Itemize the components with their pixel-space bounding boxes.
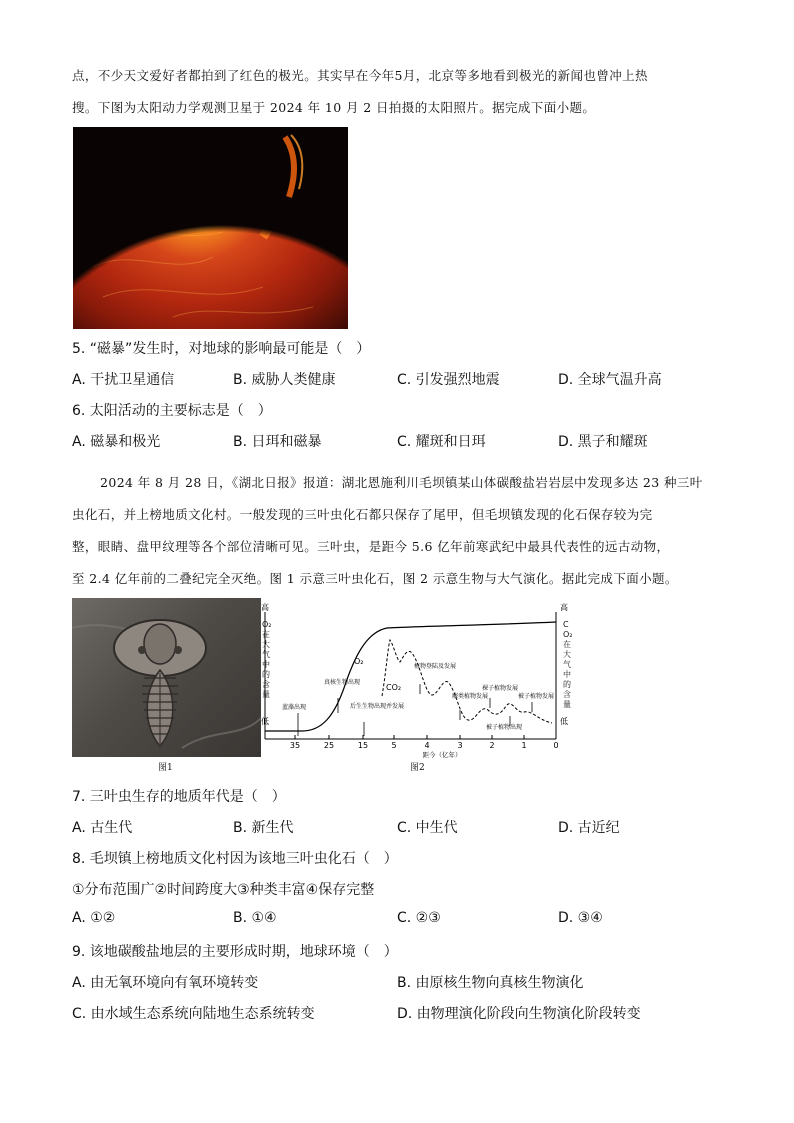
question-8-stem: 8. 毛坝镇上榜地质文化村因为该地三叶虫化石（ ） [72, 851, 398, 867]
question-5-stem: 5. “磁暴”发生时，对地球的影响最可能是（ ） [72, 341, 371, 357]
event-gymnosperms: 裸子植物发展 [482, 685, 519, 692]
question-7-stem: 7. 三叶虫生存的地质年代是（ ） [72, 789, 286, 805]
o2-curve-label: O₂ [354, 657, 364, 666]
q7-option-c[interactable]: C. 中生代 [397, 820, 458, 836]
trilobite-fossil-photo [72, 598, 261, 757]
left-axis-label: O₂在大气中的含量 [262, 620, 272, 699]
q6-option-b[interactable]: B. 日珥和磁暴 [233, 434, 322, 450]
q8-option-d[interactable]: D. ③④ [558, 910, 603, 926]
x-tick-1: 1 [521, 741, 527, 750]
event-metazoa: 后生生物出现并发展 [350, 703, 405, 710]
x-tick-25: 25 [323, 741, 335, 750]
event-land-plants: 植物登陆及发展 [414, 663, 457, 670]
sun-photo [73, 127, 348, 329]
q5-option-c[interactable]: C. 引发强烈地震 [397, 372, 500, 388]
event-cyanobacteria: 蓝藻出现 [282, 704, 307, 711]
intro-line-2: 搜。下图为太阳动力学观测卫星于 2024 年 10 月 2 日拍摄的太阳照片。据完成下面小题。 [72, 100, 596, 115]
q5-option-d[interactable]: D. 全球气温升高 [558, 372, 662, 388]
right-axis-high: 高 [560, 603, 568, 612]
right-axis-label: CO₂在大气中的含量 [563, 620, 573, 709]
x-tick-35: 35 [289, 741, 301, 750]
question-9-stem: 9. 该地碳酸盐地层的主要形成时期，地球环境（ ） [72, 944, 398, 960]
co2-curve [382, 640, 555, 723]
q7-option-a[interactable]: A. 古生代 [72, 820, 133, 836]
figure-2-caption: 图2 [410, 763, 425, 773]
event-angiosperm-development: 被子植物发展 [518, 693, 555, 700]
q6-option-d[interactable]: D. 黑子和耀斑 [558, 434, 648, 450]
q7-option-d[interactable]: D. 古近纪 [558, 820, 620, 836]
evolution-chart [262, 598, 580, 770]
q7-option-b[interactable]: B. 新生代 [233, 820, 294, 836]
q8-option-b[interactable]: B. ①④ [233, 910, 277, 926]
x-tick-3: 3 [457, 741, 463, 750]
x-tick-marks [295, 735, 556, 739]
question-6-stem: 6. 太阳活动的主要标志是（ ） [72, 403, 272, 419]
q5-option-a[interactable]: A. 干扰卫星通信 [72, 372, 175, 388]
passage-2-line-3: 整，眼睛、盘甲纹理等各个部位清晰可见。三叶虫，是距今 5.6 亿年前寒武纪中最具代表性的远古动物， [72, 539, 670, 554]
passage-2-line-1: 2024 年 8 月 28 日，《湖北日报》报道：湖北恩施利川毛坝镇某山体碳酸盐岩岩层中发现多达 23 种三叶 [100, 475, 703, 490]
event-ferns: 蕨类植物发展 [452, 693, 489, 700]
right-axis-low: 低 [560, 717, 568, 726]
x-tick-5: 5 [391, 741, 397, 750]
intro-line-1: 点，不少天文爱好者都拍到了红色的极光。其实早在今年5月，北京等多地看到极光的新闻也曾冲上热 [72, 68, 648, 83]
q6-option-a[interactable]: A. 磁暴和极光 [72, 434, 161, 450]
figure-1-caption: 图1 [158, 763, 173, 773]
left-axis-low: 低 [261, 717, 269, 726]
x-axis-title: 距今（亿年） [422, 751, 462, 759]
x-tick-0: 0 [553, 741, 559, 750]
x-tick-2: 2 [489, 741, 495, 750]
passage-2-line-2: 虫化石，并上榜地质文化村。一般发现的三叶虫化石都只保存了尾甲，但毛坝镇发现的化石保存较为完 [72, 507, 653, 522]
x-tick-15: 15 [357, 741, 369, 750]
question-8-statements: ①分布范围广②时间跨度大③种类丰富④保存完整 [72, 882, 375, 898]
q9-option-a[interactable]: A. 由无氧环境向有氧环境转变 [72, 975, 259, 991]
co2-curve-label: CO₂ [386, 683, 402, 692]
q8-option-a[interactable]: A. ①② [72, 910, 116, 926]
event-angiosperm-appearance: 被子植物出现 [486, 724, 523, 731]
q8-option-c[interactable]: C. ②③ [397, 910, 441, 926]
q5-option-b[interactable]: B. 威胁人类健康 [233, 372, 336, 388]
q6-option-c[interactable]: C. 耀斑和日珥 [397, 434, 486, 450]
q9-option-d[interactable]: D. 由物理演化阶段向生物演化阶段转变 [397, 1006, 641, 1022]
x-tick-4: 4 [424, 741, 430, 750]
q9-option-b[interactable]: B. 由原核生物向真核生物演化 [397, 975, 584, 991]
event-eukaryote: 真核生物出现 [324, 679, 361, 686]
q9-option-c[interactable]: C. 由水域生态系统向陆地生态系统转变 [72, 1006, 315, 1022]
passage-2-line-4: 至 2.4 亿年前的二叠纪完全灭绝。图 1 示意三叶虫化石，图 2 示意生物与大气演化。据此完成下面小题。 [72, 571, 678, 586]
o2-curve [265, 622, 556, 731]
left-axis-high: 高 [261, 603, 269, 612]
